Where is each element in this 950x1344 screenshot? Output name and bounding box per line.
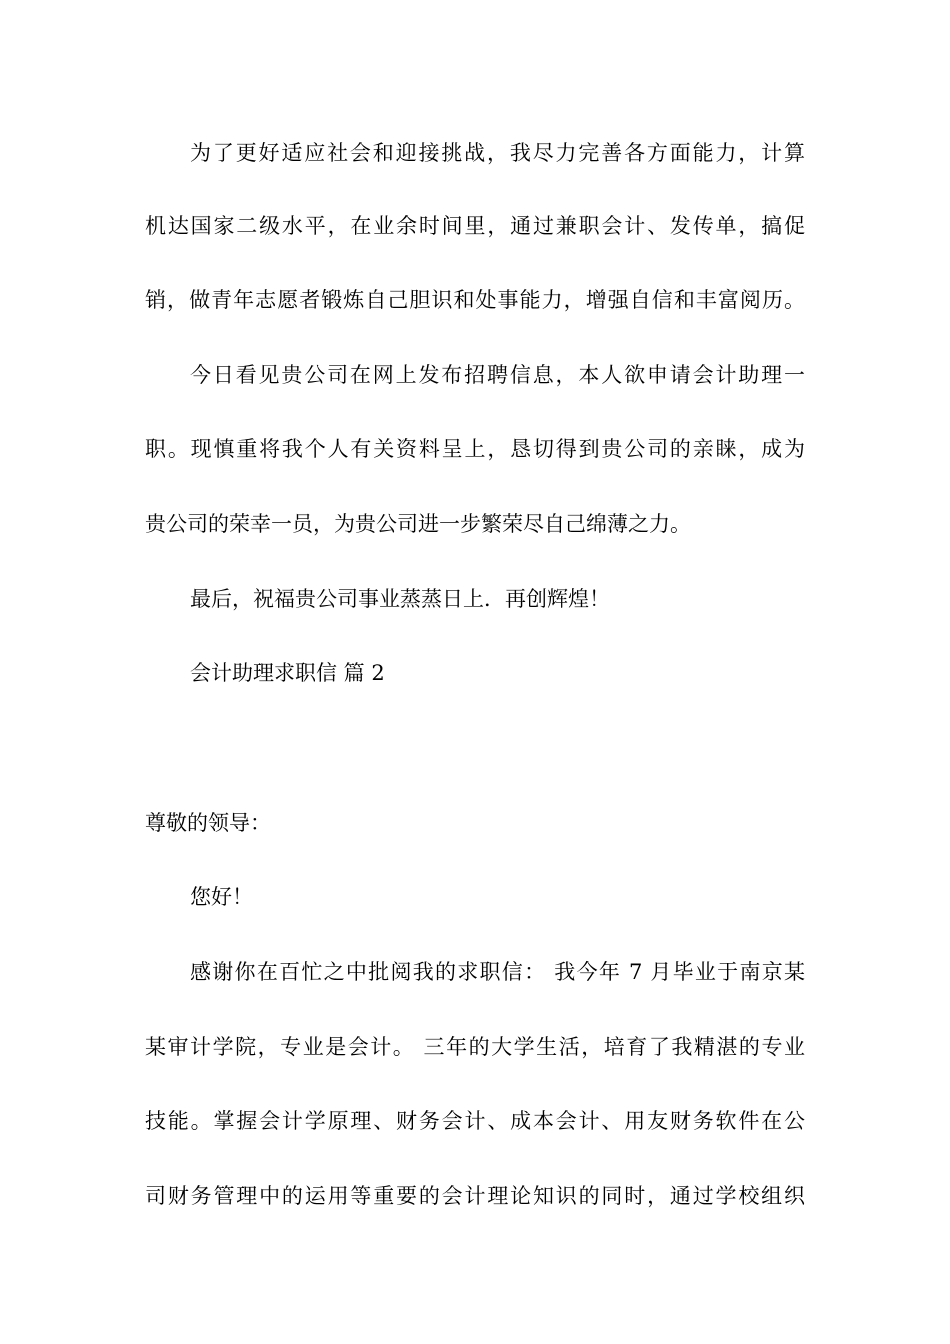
paragraph-line: 销，做青年志愿者锻炼自己胆识和处事能力，增强自信和丰富阅历。 <box>145 288 805 312</box>
paragraph-line: 为了更好适应社会和迎接挑战，我尽力完善各方面能力，计算 <box>190 141 805 165</box>
paragraph-line: 技能。掌握会计学原理、财务会计、成本会计、用友财务软件在公 <box>145 1109 805 1133</box>
greeting: 您好！ <box>190 885 253 909</box>
closing-line: 最后，祝福贵公司事业蒸蒸日上．再创辉煌！ <box>190 587 610 611</box>
paragraph-line: 机达国家二级水平，在业余时间里，通过兼职会计、发传单，搞促 <box>145 214 805 238</box>
paragraph-line: 职。现慎重将我个人有关资料呈上，恳切得到贵公司的亲睐，成为 <box>145 437 805 461</box>
paragraph-line: 贵公司的荣幸一员，为贵公司进一步繁荣尽自己绵薄之力。 <box>145 512 691 536</box>
paragraph-line: 司财务管理中的运用等重要的会计理论知识的同时，通过学校组织 <box>145 1184 805 1208</box>
paragraph-line: 今日看见贵公司在网上发布招聘信息，本人欲申请会计助理一 <box>190 363 805 387</box>
section-heading: 会计助理求职信 篇 2 <box>190 661 385 685</box>
salutation: 尊敬的领导： <box>145 811 271 835</box>
paragraph-line: 某审计学院，专业是会计。 三年的大学生活，培育了我精湛的专业 <box>145 1035 805 1059</box>
paragraph-line: 感谢你在百忙之中批阅我的求职信： 我今年 7 月毕业于南京某 <box>190 960 805 984</box>
